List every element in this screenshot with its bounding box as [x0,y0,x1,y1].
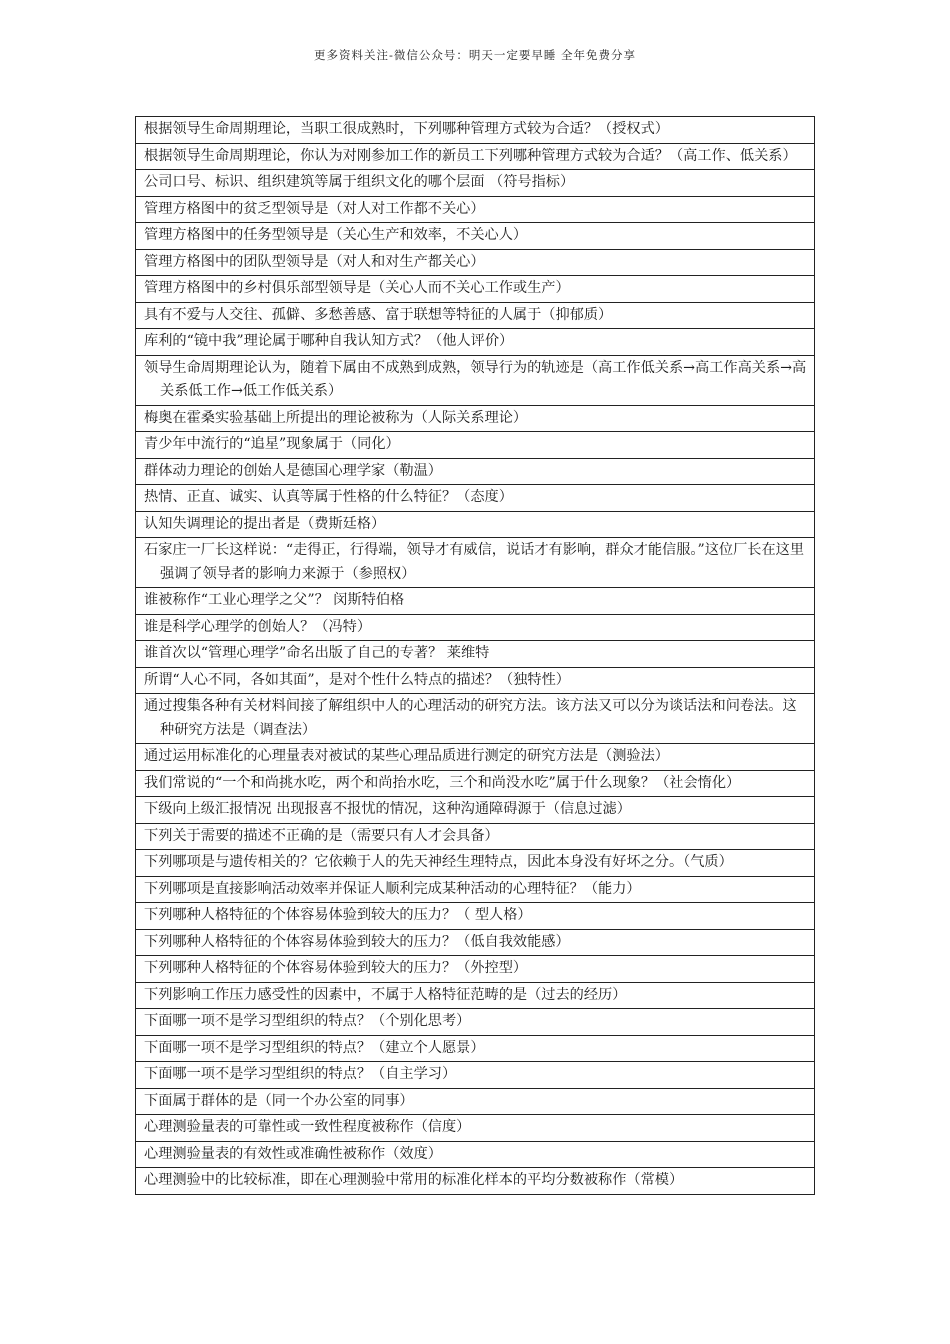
question-cell: 所谓“人心不同，各如其面”，是对个性什么特点的描述？（独特性） [136,667,815,694]
table-row [136,614,815,641]
table-row [136,823,815,850]
table-row [136,1062,815,1089]
question-cell: 下级向上级汇报情况 出现报喜不报忧的情况，这种沟通障碍源于（信息过滤） [136,797,815,824]
table-row [136,1009,815,1036]
table-row [136,538,815,588]
table-row [136,1115,815,1142]
question-cell: 下面属于群体的是（同一个办公室的同事） [136,1088,815,1115]
table-row [136,432,815,459]
question-cell: 根据领导生命周期理论，你认为对刚参加工作的新员工下列哪种管理方式较为合适？（高工作、低关系） [136,143,815,170]
table-row [136,1141,815,1168]
table-row [136,744,815,771]
table-row [136,485,815,512]
table-row [136,196,815,223]
question-cell: 领导生命周期理论认为，随着下属由不成熟到成熟，领导行为的轨迹是（高工作低关系→高工作高关系→高关系低工作→低工作低关系） [136,355,815,405]
table-row [136,850,815,877]
question-cell: 公司口号、标识、组织建筑等属于组织文化的哪个层面 （符号指标） [136,170,815,197]
table-row [136,1035,815,1062]
table-row [136,1088,815,1115]
question-cell: 心理测验中的比较标准，即在心理测验中常用的标准化样本的平均分数被称作（常模） [136,1168,815,1195]
question-cell: 下列哪项是与遗传相关的？它依赖于人的先天神经生理特点，因此本身没有好坏之分。（气质） [136,850,815,877]
question-cell: 认知失调理论的提出者是（费斯廷格） [136,511,815,538]
question-cell: 青少年中流行的“追星”现象属于（同化） [136,432,815,459]
question-cell: 根据领导生命周期理论，当职工很成熟时，下列哪种管理方式较为合适？（授权式） [136,117,815,144]
qa-table-body [136,117,815,1195]
table-row [136,903,815,930]
question-cell: 心理测验量表的可靠性或一致性程度被称作（信度） [136,1115,815,1142]
qa-table [135,116,815,1195]
question-cell: 下面哪一项不是学习型组织的特点？（建立个人愿景） [136,1035,815,1062]
question-cell: 具有不爱与人交往、孤僻、多愁善感、富于联想等特征的人属于（抑郁质） [136,302,815,329]
question-cell: 下列哪种人格特征的个体容易体验到较大的压力？（ 型人格） [136,903,815,930]
table-row [136,929,815,956]
question-cell: 下列关于需要的描述不正确的是（需要只有人才会具备） [136,823,815,850]
question-cell: 群体动力理论的创始人是德国心理学家（勒温） [136,458,815,485]
question-cell: 下列哪项是直接影响活动效率并保证人顺利完成某种活动的心理特征？（能力） [136,876,815,903]
question-cell: 下面哪一项不是学习型组织的特点？（个别化思考） [136,1009,815,1036]
table-row [136,982,815,1009]
question-cell: 石家庄一厂长这样说：“走得正，行得端，领导才有威信，说话才有影响，群众才能信服。”这位厂长在这里强调了领导者的影响力来源于（参照权） [136,538,815,588]
table-row [136,770,815,797]
table-row [136,117,815,144]
table-row [136,641,815,668]
table-row [136,797,815,824]
table-row [136,458,815,485]
question-cell: 管理方格图中的团队型领导是（对人和对生产都关心） [136,249,815,276]
question-cell: 心理测验量表的有效性或准确性被称作（效度） [136,1141,815,1168]
question-cell: 管理方格图中的乡村俱乐部型领导是（关心人而不关心工作或生产） [136,276,815,303]
question-cell: 库利的“镜中我”理论属于哪种自我认知方式？（他人评价） [136,329,815,356]
question-cell: 下列哪种人格特征的个体容易体验到较大的压力？（外控型） [136,956,815,983]
table-row [136,170,815,197]
question-cell: 谁被称作“工业心理学之父”？ 闵斯特伯格 [136,588,815,615]
table-row [136,511,815,538]
question-cell: 下列哪种人格特征的个体容易体验到较大的压力？（低自我效能感） [136,929,815,956]
question-cell: 梅奥在霍桑实验基础上所提出的理论被称为（人际关系理论） [136,405,815,432]
table-row [136,1168,815,1195]
table-row [136,694,815,744]
table-row [136,956,815,983]
question-cell: 下面哪一项不是学习型组织的特点？（自主学习） [136,1062,815,1089]
table-row [136,405,815,432]
page-header: 更多资料关注-微信公众号：明天一定要早睡 全年免费分享 [313,48,637,62]
question-cell: 谁是科学心理学的创始人？（冯特） [136,614,815,641]
question-cell: 通过运用标准化的心理量表对被试的某些心理品质进行测定的研究方法是（测验法） [136,744,815,771]
question-cell: 管理方格图中的贫乏型领导是（对人对工作都不关心） [136,196,815,223]
table-row [136,302,815,329]
question-cell: 通过搜集各种有关材料间接了解组织中人的心理活动的研究方法。该方法又可以分为谈话法和问卷法。这种研究方法是（调查法） [136,694,815,744]
question-cell: 下列影响工作压力感受性的因素中，不属于人格特征范畴的是（过去的经历） [136,982,815,1009]
question-cell: 管理方格图中的任务型领导是（关心生产和效率，不关心人） [136,223,815,250]
table-row [136,143,815,170]
table-row [136,876,815,903]
table-row [136,276,815,303]
question-cell: 热情、正直、诚实、认真等属于性格的什么特征？（态度） [136,485,815,512]
table-row [136,249,815,276]
table-row [136,667,815,694]
question-cell: 谁首次以“管理心理学”命名出版了自己的专著？ 莱维特 [136,641,815,668]
question-cell: 我们常说的“一个和尚挑水吃，两个和尚抬水吃，三个和尚没水吃”属于什么现象？（社会惰化） [136,770,815,797]
table-row [136,329,815,356]
table-row [136,223,815,250]
table-row [136,355,815,405]
table-row [136,588,815,615]
